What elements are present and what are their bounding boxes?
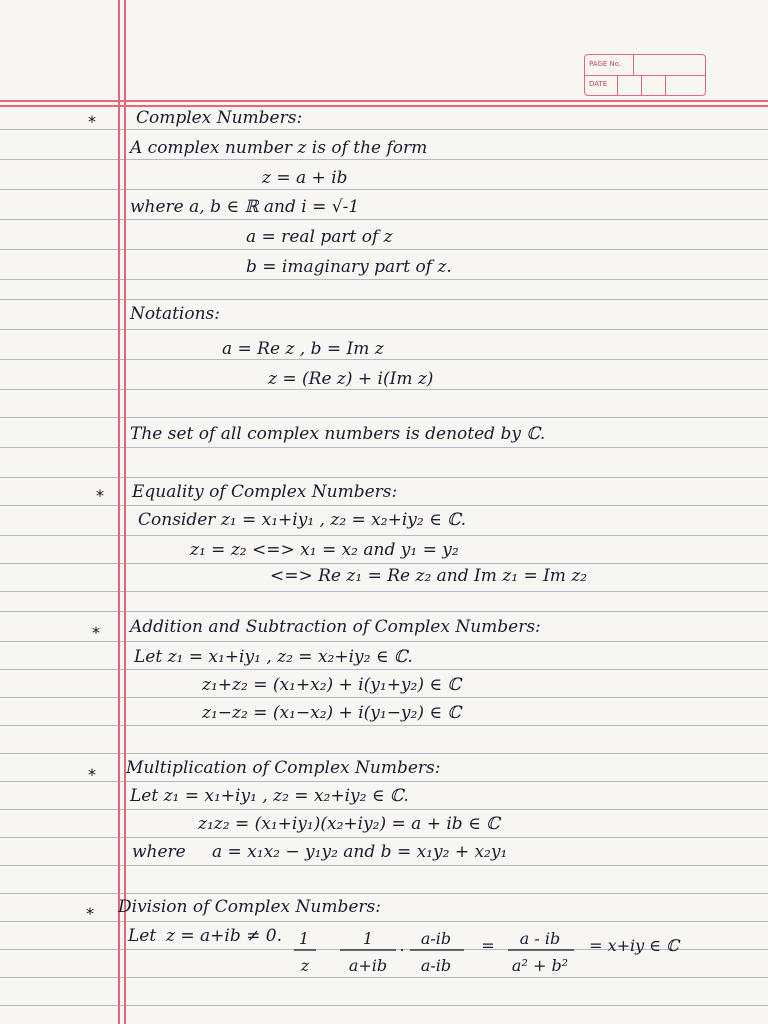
bullet-star: * xyxy=(88,765,96,784)
date-label: DATE xyxy=(589,80,608,88)
fraction-3-denominator: a-ib xyxy=(420,956,452,975)
division-z-def: z = a+ib ≠ 0. xyxy=(166,926,282,946)
fraction-4-denominator: a² + b² xyxy=(511,956,569,975)
set-line: The set of all complex numbers is denoted by ℂ. xyxy=(130,424,546,444)
real-part-line: a = real part of z xyxy=(246,227,393,247)
fraction-1-numerator: 1 xyxy=(298,929,310,948)
heading-division: Division of Complex Numbers: xyxy=(118,897,381,917)
where-label: where xyxy=(132,842,186,862)
fraction-1-denominator: z xyxy=(300,956,310,975)
page-no-label: PAGE No. xyxy=(589,60,622,68)
equals-sign: = xyxy=(481,936,495,955)
imaginary-part-line: b = imaginary part of z. xyxy=(246,257,452,277)
heading-notations: Notations: xyxy=(130,304,220,324)
division-result: = x+iy ∈ ℂ xyxy=(589,936,679,955)
bullet-star: * xyxy=(86,904,94,923)
heading-multiplication: Multiplication of Complex Numbers: xyxy=(126,758,441,778)
notation-line: a = Re z , b = Im z xyxy=(222,339,384,359)
product-formula: z₁z₂ = (x₁+iy₁)(x₂+iy₂) = a + ib ∈ ℂ xyxy=(198,814,500,834)
addition-let-line: Let z₁ = x₁+iy₁ , z₂ = x₂+iy₂ ∈ ℂ. xyxy=(134,647,413,667)
definition-line: A complex number z is of the form xyxy=(130,138,428,158)
difference-formula: z₁−z₂ = (x₁−x₂) + i(y₁−y₂) ∈ ℂ xyxy=(202,703,461,723)
formula-z: z = a + ib xyxy=(262,168,348,188)
bullet-star: * xyxy=(96,486,104,505)
product-components: a = x₁x₂ − y₁y₂ and b = x₁y₂ + x₂y₁ xyxy=(212,842,508,862)
fraction-3-numerator: a-ib xyxy=(420,929,452,948)
bullet-star: * xyxy=(92,623,100,642)
heading-addition-subtraction: Addition and Subtraction of Complex Numbers: xyxy=(130,617,541,637)
notation-formula: z = (Re z) + i(Im z) xyxy=(268,369,434,389)
equality-consider-line: Consider z₁ = x₁+iy₁ , z₂ = x₂+iy₂ ∈ ℂ. xyxy=(138,510,467,530)
equality-condition-line: z₁ = z₂ <=> x₁ = x₂ and y₁ = y₂ xyxy=(190,540,459,560)
heading-complex-numbers: Complex Numbers: xyxy=(136,108,303,128)
where-line: where a, b ∈ ℝ and i = √-1 xyxy=(130,197,360,217)
heading-equality: Equality of Complex Numbers: xyxy=(132,482,398,502)
division-let-label: Let xyxy=(128,926,157,946)
fraction-2-denominator: a+ib xyxy=(348,956,388,975)
bullet-star: * xyxy=(88,112,96,131)
multiply-dot: . xyxy=(399,936,405,955)
multiplication-let-line: Let z₁ = x₁+iy₁ , z₂ = x₂+iy₂ ∈ ℂ. xyxy=(130,786,409,806)
fraction-4-numerator: a - ib xyxy=(519,929,561,948)
sum-formula: z₁+z₂ = (x₁+x₂) + i(y₁+y₂) ∈ ℂ xyxy=(202,675,461,695)
fraction-2-numerator: 1 xyxy=(362,929,374,948)
equality-re-im-line: <=> Re z₁ = Re z₂ and Im z₁ = Im z₂ xyxy=(270,566,588,586)
